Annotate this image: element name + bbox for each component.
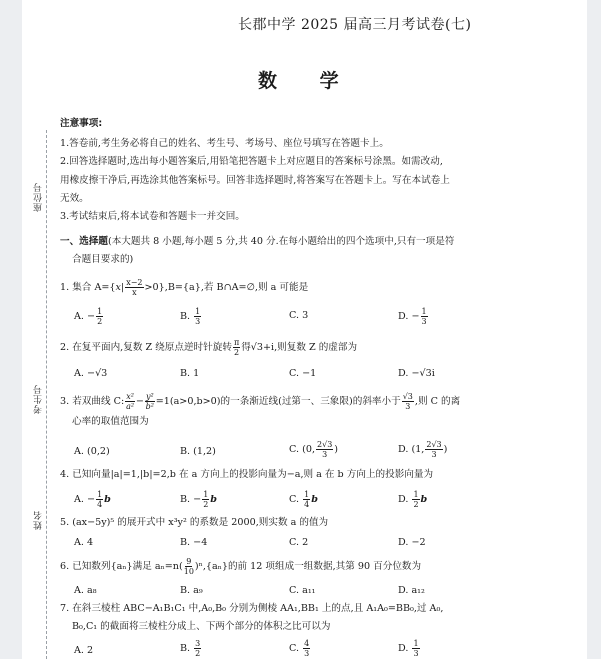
question-5-option-a[interactable]: A. 4 — [74, 537, 94, 548]
question-1-option-a[interactable]: A. − $\frac{1}{2}$ — [74, 307, 103, 326]
question-7-option-d[interactable]: D. $\frac{1}{3}$ — [398, 639, 419, 658]
question-5-option-b[interactable]: B. −4 — [180, 537, 208, 548]
notice-item-2-line2: 用橡皮擦干净后,再选涂其他答案标号。回答非选择题时,将答案写在答题卡上。写在本试卷上 — [60, 175, 450, 186]
question-6-option-d[interactable]: D. a₁₂ — [398, 585, 425, 596]
question-4-option-d[interactable]: D. $\frac{1}{2}$ b — [398, 490, 428, 509]
question-2-option-b[interactable]: B. 1 — [180, 368, 200, 379]
question-2-stem: 2. 在复平面内,复数 Z 绕原点逆时针旋转 $\frac{\pi}{2}$ 得√3+i,则复数 Z 的虚部为 — [60, 338, 358, 357]
question-7-stem-line1: 7. 在斜三棱柱 ABC−A₁B₁C₁ 中,A₀,B₀ 分别为侧棱 AA₁,BB₁ 上的点,且 A₁A₀=BB₀,过 A₀, — [60, 603, 444, 614]
question-6-option-c[interactable]: C. a₁₁ — [289, 585, 316, 596]
notice-item-2-line1: 2.回答选择题时,选出每小题答案后,用铅笔把答题卡上对应题目的答案标号涂黑。如需改动, — [60, 156, 443, 167]
section-1-label: 一、选择题 — [60, 236, 108, 247]
question-1-option-c[interactable]: C. 3 — [289, 310, 309, 321]
question-1-option-d[interactable]: D. − $\frac{1}{3}$ — [398, 307, 427, 326]
question-6-option-a[interactable]: A. a₈ — [74, 585, 97, 596]
question-3-option-d[interactable]: D. (1, $\frac{2√3}{3}$ ) — [398, 440, 448, 459]
notice-heading: 注意事项: — [60, 118, 103, 129]
question-6-stem: 6. 已知数列{aₙ}满足 aₙ=n( $\frac{9}{10}$ )ⁿ,{aₙ}的前 12 项组成一组数据,其第 90 百分位数为 — [60, 557, 422, 576]
question-3-option-a[interactable]: A. (0,2) — [74, 446, 110, 457]
question-2-option-a[interactable]: A. −√3 — [74, 368, 108, 379]
question-4-option-a[interactable]: A. − $\frac{1}{4}$ b — [74, 490, 111, 509]
binding-dashed-line — [46, 130, 47, 659]
question-4-stem: 4. 已知向量|a|=1,|b|=2,b 在 a 方向上的投影向量为−a,则 a 在 b 方向上的投影向量为 — [60, 469, 434, 480]
question-7-option-c[interactable]: C. $\frac{4}{3}$ — [289, 639, 310, 658]
section-1-title-line2: 合题目要求的) — [72, 254, 134, 265]
question-3-option-b[interactable]: B. (1,2) — [180, 446, 216, 457]
question-5-option-d[interactable]: D. −2 — [398, 537, 426, 548]
question-5-option-c[interactable]: C. 2 — [289, 537, 309, 548]
notice-item-2-line3: 无效。 — [60, 193, 89, 204]
question-4-option-c[interactable]: C. $\frac{1}{4}$ b — [289, 490, 318, 509]
question-5-stem: 5. (ax−5y)⁵ 的展开式中 x³y² 的系数是 2000,则实数 a 的值为 — [60, 517, 329, 528]
question-2-option-c[interactable]: C. −1 — [289, 368, 317, 379]
section-1-title — [60, 236, 454, 248]
question-7-option-b[interactable]: B. $\frac{3}{2}$ — [180, 639, 201, 658]
exam-header-title: 长郡中学 2025 届高三月考试卷(七) — [238, 17, 472, 33]
name-label: 姓名 — [34, 510, 44, 530]
question-1-option-b[interactable]: B. $\frac{1}{3}$ — [180, 307, 201, 326]
question-4-option-b[interactable]: B. − $\frac{1}{2}$ b — [180, 490, 218, 509]
page-left-background — [0, 0, 22, 659]
notice-item-1: 1.答卷前,考生务必将自己的姓名、考生号、考场号、座位号填写在答题卡上。 — [60, 138, 389, 149]
question-7-stem-line2: B₀,C₁ 的截面将三棱柱分成上、下两个部分的体积之比可以为 — [72, 621, 331, 632]
notice-item-3: 3.考试结束后,将本试卷和答题卡一并交回。 — [60, 211, 245, 222]
question-6-option-b[interactable]: B. a₉ — [180, 585, 203, 596]
page-right-background — [587, 0, 601, 659]
question-2-option-d[interactable]: D. −√3i — [398, 368, 435, 379]
seat-number-label: 座位号 — [34, 182, 44, 212]
question-1-stem: 1. 集合 A={x| $\frac{x-2}{x}$ >0},B={a},若 B∩A=∅,则 a 可能是 — [60, 278, 309, 297]
subject-title: 数 学 — [258, 70, 357, 92]
question-3-option-c[interactable]: C. (0, $\frac{2√3}{3}$ ) — [289, 440, 339, 459]
question-7-option-a[interactable]: A. 2 — [74, 645, 94, 656]
section-1-desc: (本大题共 8 小题,每小题 5 分,共 40 分.在每小题给出的四个选项中,只有一项是符 — [107, 236, 455, 247]
question-3-stem-line2: 心率的取值范围为 — [72, 416, 149, 427]
exam-number-label: 考生号 — [34, 384, 44, 414]
question-3-stem-line1: 3. 若双曲线 C: $\frac{\text{x²}}{\text{a²}}$ − $\frac{\text{y²}}{\text{b²}}$ =1(a>0,b>0)的一条渐近线(过第一、三象限)的斜率小于 $\frac{√3}{3}$ ,则 C 的离 — [60, 392, 461, 411]
